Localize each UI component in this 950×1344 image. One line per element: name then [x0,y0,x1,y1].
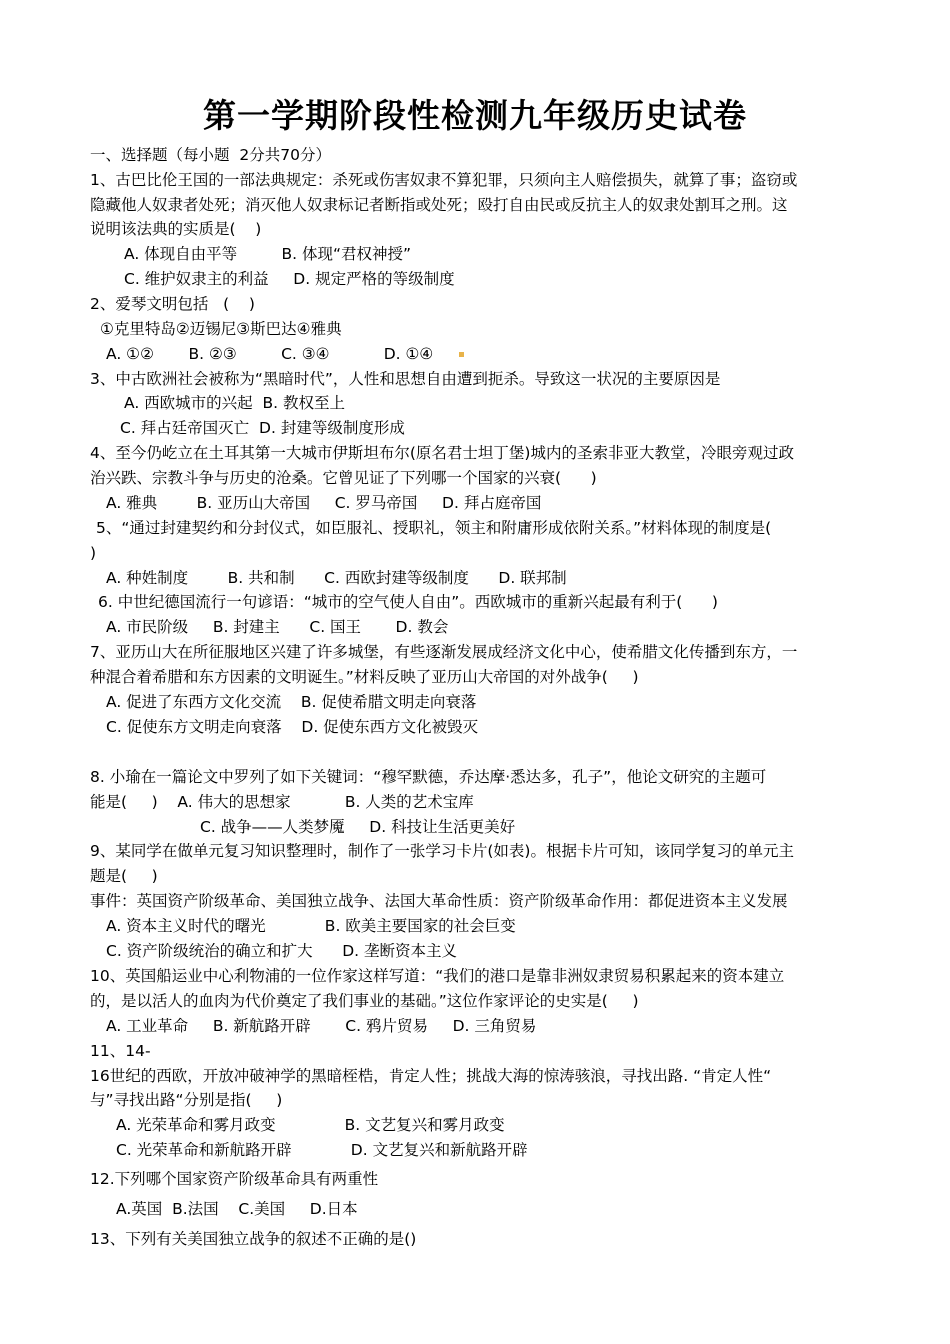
text-line: 16世纪的西欧，开放冲破神学的黑暗桎梏，肯定人性；挑战大海的惊涛骇浪，寻找出路. “肯定人性“ [90,1067,772,1085]
text-line: A. 资本主义时代的曙光 B. 欧美主要国家的社会巨变 [106,917,516,935]
text-line: C. 促使东方文明走向衰落 D. 促使东西方文化被毁灭 [106,718,479,736]
text-line: 6. 中世纪德国流行一句谚语：“城市的空气使人自由”。西欧城市的重新兴起最有利于( ) [98,593,718,611]
text-line: 7、亚历山大在所征服地区兴建了许多城堡，有些逐渐发展成经济文化中心，使希腊文化传播到东方，一 [90,643,798,661]
stray-mark [459,352,464,357]
text-line: 治兴跌、宗教斗争与历史的沧桑。它曾见证了下列哪一个国家的兴衰( ) [90,469,597,487]
text-line: 8. 小瑜在一篇论文中罗列了如下关键词：“穆罕默德，乔达摩·悉达多，孔子”，他论文研究的主题可 [90,768,767,786]
text-line: A. 雅典 B. 亚历山大帝国 C. 罗马帝国 D. 拜占庭帝国 [106,494,542,512]
text-line: 事件：英国资产阶级革命、美国独立战争、法国大革命性质：资产阶级革命作用：都促进资本主义发展 [90,892,788,910]
text-line: 11、14- [90,1042,151,1060]
text-line: A. 工业革命 B. 新航路开辟 C. 鸦片贸易 D. 三角贸易 [106,1017,537,1035]
text-line: 能是( ) A. 伟大的思想家 B. 人类的艺术宝库 [90,793,474,811]
text-line: 1、古巴比伦王国的一部法典规定：杀死或伤害奴隶不算犯罪，只须向主人赔偿损失，就算了事；盗窃或 [90,171,798,189]
text-line: C. 资产阶级统治的确立和扩大 D. 垄断资本主义 [106,942,458,960]
text-line: C. 战争——人类梦魇 D. 科技让生活更美好 [200,818,516,836]
text-line: 12.下列哪个国家资产阶级革命具有两重性 [90,1170,379,1188]
text-line: A. ①② B. ②③ C. ③④ D. ①④ [106,345,434,363]
text-line: A. 促进了东西方文化交流 B. 促使希腊文明走向衰落 [106,693,477,711]
text-line: 3、中古欧洲社会被称为“黑暗时代”，人性和思想自由遭到扼杀。导致这一状况的主要原因是 [90,370,721,388]
text-line: C. 维护奴隶主的利益 D. 规定严格的等级制度 [124,270,455,288]
text-line: 2、爱琴文明包括 ( ) [90,295,255,313]
text-line: C. 拜占廷帝国灭亡 D. 封建等级制度形成 [120,419,405,437]
text-line: 的，是以活人的血肉为代价奠定了我们事业的基础。”这位作家评论的史实是( ) [90,992,639,1010]
text-line: A. 市民阶级 B. 封建主 C. 国王 D. 教会 [106,618,449,636]
text-line: A. 种姓制度 B. 共和制 C. 西欧封建等级制度 D. 联邦制 [106,569,567,587]
text-line: 一、选择题（每小题 2分共70分） [90,146,331,164]
text-line: 与”寻找出路“分别是指( ) [90,1091,283,1109]
text-line: ) [90,544,97,562]
text-line: A. 西欧城市的兴起 B. 教权至上 [124,394,346,412]
text-line: 4、至今仍屹立在土耳其第一大城市伊斯坦布尔(原名君士坦丁堡)城内的圣索非亚大教堂，冷眼旁观过政 [90,444,794,462]
text-line: 9、某同学在做单元复习知识整理时，制作了一张学习卡片(如表)。根据卡片可知，该同学复习的单元主 [90,842,794,860]
page-title: 第一学期阶段性检测九年级历史试卷 [203,96,747,135]
text-line: A.英国 B.法国 C.美国 D.日本 [116,1200,358,1218]
text-line: 5、“通过封建契约和分封仪式，如臣服礼、授职礼，领主和附庸形成依附关系。”材料体现的制度是( [96,519,772,537]
text-line: 13、下列有关美国独立战争的叙述不正确的是() [90,1230,417,1248]
text-line: 10、英国船运业中心利物浦的一位作家这样写道：“我们的港口是靠非洲奴隶贸易积累起来的资本建立 [90,967,785,985]
text-line: C. 光荣革命和新航路开辟 D. 文艺复兴和新航路开辟 [116,1141,528,1159]
text-line: 说明该法典的实质是( ) [90,220,262,238]
text-line: 种混合着希腊和东方因素的文明诞生。”材料反映了亚历山大帝国的对外战争( ) [90,668,639,686]
text-line: ①克里特岛②迈锡尼③斯巴达④雅典 [100,320,342,338]
text-line: A. 体现自由平等 B. 体现“君权神授” [124,245,412,263]
text-line: 题是( ) [90,867,158,885]
text-line: 隐藏他人奴隶者处死；消灭他人奴隶标记者断指或处死；殴打自由民或反抗主人的奴隶处割耳之刑。这 [90,196,788,214]
text-line: A. 光荣革命和雾月政变 B. 文艺复兴和雾月政变 [116,1116,505,1134]
